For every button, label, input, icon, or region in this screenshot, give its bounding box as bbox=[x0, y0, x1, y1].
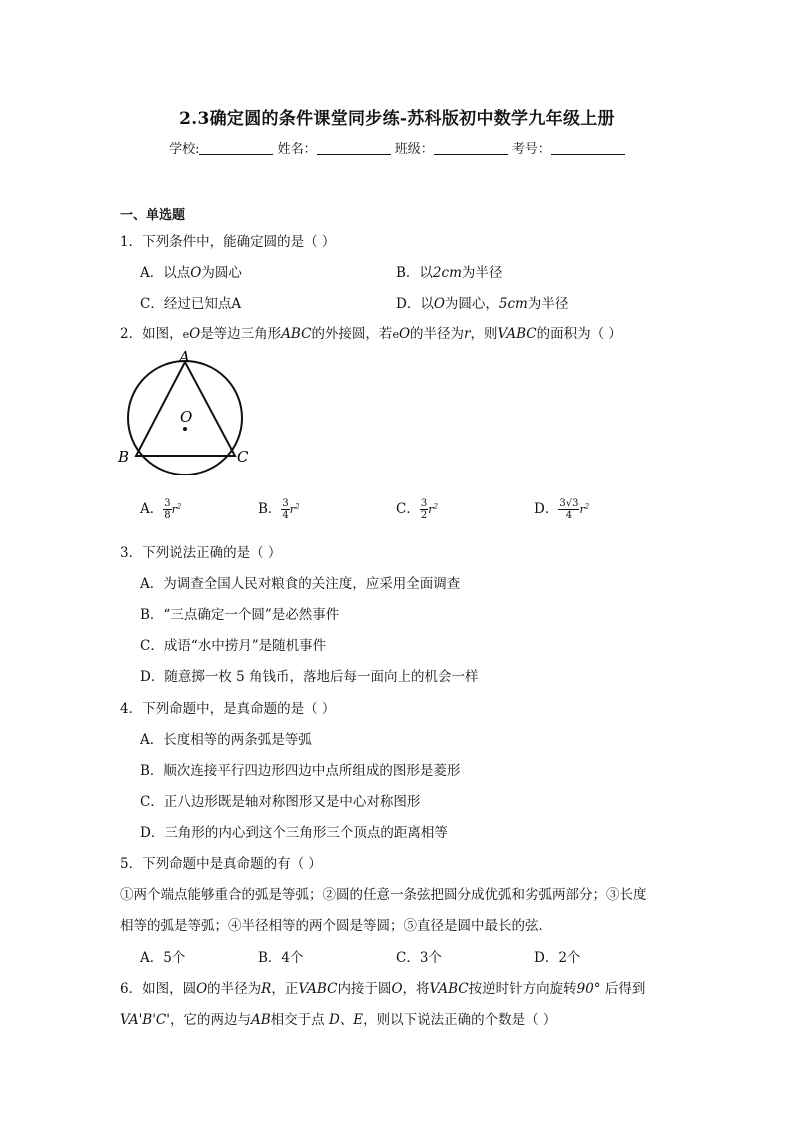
school-label: 学校: bbox=[169, 142, 200, 157]
q2-s6: 的面积为（ ） bbox=[536, 326, 622, 342]
center-point bbox=[183, 427, 187, 431]
q2-option-c bbox=[396, 497, 438, 521]
q2-d-r: r bbox=[579, 503, 585, 516]
q5-statements-line1: ①两个端点能够重合的弧是等弧；②圆的任意一条弦把圆分成优弧和劣弧两部分；③长度 bbox=[120, 887, 647, 903]
q1-d-var: O bbox=[433, 296, 445, 312]
q1-d-end: 为半径 bbox=[527, 296, 569, 312]
school-blank[interactable] bbox=[199, 141, 273, 155]
q2-b-den: 4 bbox=[282, 510, 289, 521]
q1-d-text: D．以 bbox=[396, 296, 434, 312]
q2-figure bbox=[112, 350, 262, 475]
exam-no-blank[interactable] bbox=[551, 141, 625, 155]
q2-tri-var: VABC bbox=[497, 326, 537, 342]
q6-l2b: 相交于点 bbox=[270, 1012, 329, 1028]
q2-abc-var: ABC bbox=[281, 326, 312, 342]
q2-s3: 的外接圆，若 bbox=[311, 326, 393, 342]
q3-option-b: B．“三点确定一个圆”是必然事件 bbox=[140, 607, 340, 623]
q2-a-rsq bbox=[172, 503, 182, 516]
q4-option-a: A．长度相等的两条弧是等弧 bbox=[140, 732, 312, 748]
q1-option-a bbox=[140, 261, 242, 281]
q3-option-d: D．随意掷一枚 5 角钱币，落地后每一面向上的机会一样 bbox=[140, 669, 479, 685]
class-blank[interactable] bbox=[434, 141, 508, 155]
q6-tri-var: VABC bbox=[298, 981, 338, 997]
q6-deg: 90° bbox=[576, 981, 601, 997]
q6-o-var: O bbox=[196, 981, 208, 997]
exam-no-label: 考号： bbox=[511, 142, 551, 157]
q1-option-c: C．经过已知点A bbox=[140, 296, 242, 312]
label-c: C bbox=[237, 448, 249, 466]
q2-a-frac bbox=[163, 498, 171, 521]
q6-tri-var-2: VABC bbox=[429, 981, 469, 997]
q4-option-c: C．正八边形既是轴对称图形又是中心对称图形 bbox=[140, 794, 421, 810]
q6-de-var: D、E bbox=[328, 1012, 364, 1028]
q1-option-d bbox=[396, 292, 568, 312]
q2-option-b bbox=[258, 497, 300, 521]
student-info-line bbox=[0, 138, 794, 157]
q2-s5: ，则 bbox=[470, 326, 498, 342]
q2-a-den: 8 bbox=[164, 510, 171, 521]
q6-l1a: 6．如图，圆 bbox=[120, 981, 197, 997]
class-label: 班级： bbox=[394, 142, 434, 157]
q4-stem: 4．下列命题中，是真命题的是（ ） bbox=[120, 701, 336, 717]
name-label: 姓名： bbox=[277, 142, 317, 157]
q2-c-exp: 2 bbox=[433, 502, 438, 511]
q1-a-text: A．以点 bbox=[140, 265, 191, 281]
q2-circ-symbol: e bbox=[182, 328, 190, 341]
q2-c-r: r bbox=[428, 503, 434, 516]
q2-b-frac bbox=[281, 498, 289, 521]
q3-option-a: A．为调查全国人民对粮食的关注度，应采用全面调查 bbox=[140, 576, 461, 592]
q3-option-c: C．成语“水中捞月”是随机事件 bbox=[140, 638, 327, 654]
q5-option-b: B．4个 bbox=[258, 950, 304, 966]
q2-c-den: 2 bbox=[420, 510, 428, 521]
q1-option-b bbox=[396, 261, 502, 281]
q2-a-exp: 2 bbox=[176, 502, 182, 511]
q2-option-d bbox=[534, 497, 589, 521]
name-blank[interactable] bbox=[317, 141, 391, 155]
q6-l1g: 后得到 bbox=[600, 981, 646, 997]
q1-b-var: 2cm bbox=[432, 265, 462, 281]
q6-l1d: 内接于圆 bbox=[337, 981, 392, 997]
page-title: 2.3确定圆的条件课堂同步练-苏科版初中数学九年级上册 bbox=[179, 109, 615, 129]
q6-l1c: ，正 bbox=[271, 981, 299, 997]
q5-option-a: A．5个 bbox=[140, 950, 186, 966]
q2-b-rsq bbox=[290, 503, 300, 516]
q2-a-r: r bbox=[171, 503, 177, 516]
q4-option-b: B．顺次连接平行四边形四边中点所组成的图形是菱形 bbox=[140, 763, 461, 779]
q2-stem bbox=[120, 322, 622, 342]
q2-b-exp: 2 bbox=[295, 502, 300, 511]
q5-stem: 5．下列命题中是真命题的有（ ） bbox=[120, 856, 322, 872]
q2-b-r: r bbox=[289, 503, 296, 516]
q6-stem-line1 bbox=[120, 977, 645, 997]
q5-statements-line2: 相等的弧是等弧；④半径相等的两个圆是等圆；⑤直径是圆中最长的弦． bbox=[120, 918, 552, 934]
q5-option-c: C．3个 bbox=[396, 950, 442, 966]
q1-a-end: 为圆心 bbox=[201, 265, 242, 281]
q2-r-var: r bbox=[464, 326, 471, 342]
q2-d-den: 4 bbox=[565, 510, 573, 521]
q2-d-num: 3√3 bbox=[559, 498, 579, 509]
q2-b-label: B． bbox=[258, 501, 282, 517]
q2-c-frac bbox=[420, 498, 428, 521]
q2-s4: 的半径为 bbox=[410, 326, 465, 342]
q6-l1b: 的半径为 bbox=[207, 981, 262, 997]
q2-d-rsq bbox=[579, 503, 589, 516]
q2-s2: 是等边三角形 bbox=[200, 326, 282, 342]
q2-c-num: 3 bbox=[420, 498, 428, 509]
q6-l2a: ，它的两边与 bbox=[169, 1012, 251, 1028]
q2-s1: 2．如图， bbox=[120, 326, 183, 342]
label-b: B bbox=[118, 448, 130, 466]
q6-tri2-var: VA'B'C' bbox=[120, 1012, 170, 1028]
q1-b-end: 为半径 bbox=[461, 265, 503, 281]
q2-d-label: D． bbox=[534, 501, 559, 517]
q6-l2c: ，则以下说法正确的个数是（ ） bbox=[363, 1012, 557, 1028]
section-heading: 一、单选题 bbox=[120, 208, 186, 223]
label-a: A bbox=[179, 350, 190, 366]
q1-d-var2: 5cm bbox=[498, 296, 528, 312]
q6-l1f: 按逆时针方向旋转 bbox=[468, 981, 577, 997]
q6-o-var-2: O bbox=[391, 981, 403, 997]
q3-stem: 3．下列说法正确的是（ ） bbox=[120, 545, 282, 561]
q2-d-frac bbox=[558, 498, 579, 521]
q1-a-var: O bbox=[190, 265, 202, 281]
q2-a-label: A． bbox=[140, 501, 164, 517]
q2-o-var: O bbox=[189, 326, 201, 342]
q5-option-d: D．2个 bbox=[534, 950, 581, 966]
q2-b-num: 3 bbox=[282, 498, 289, 509]
q4-option-d: D．三角形的内心到这个三角形三个顶点的距离相等 bbox=[140, 825, 448, 841]
label-o: O bbox=[180, 408, 193, 426]
q2-d-exp: 2 bbox=[584, 502, 590, 511]
q6-ab-var: AB bbox=[250, 1012, 271, 1028]
q2-circ-symbol-2: e bbox=[392, 328, 399, 341]
q1-stem: 1．下列条件中，能确定圆的是（ ） bbox=[120, 234, 336, 250]
q1-b-text: B．以 bbox=[396, 265, 433, 281]
q2-option-a bbox=[140, 497, 181, 521]
q2-a-num: 3 bbox=[164, 498, 171, 509]
q6-r-var: R bbox=[261, 981, 272, 997]
q2-o-var-2: O bbox=[398, 326, 411, 342]
q6-stem-line2 bbox=[120, 1008, 556, 1028]
q2-c-label: C． bbox=[396, 501, 420, 517]
q1-d-mid: 为圆心， bbox=[444, 296, 499, 312]
q6-l1e: ，将 bbox=[402, 981, 430, 997]
q2-c-rsq bbox=[428, 503, 438, 516]
